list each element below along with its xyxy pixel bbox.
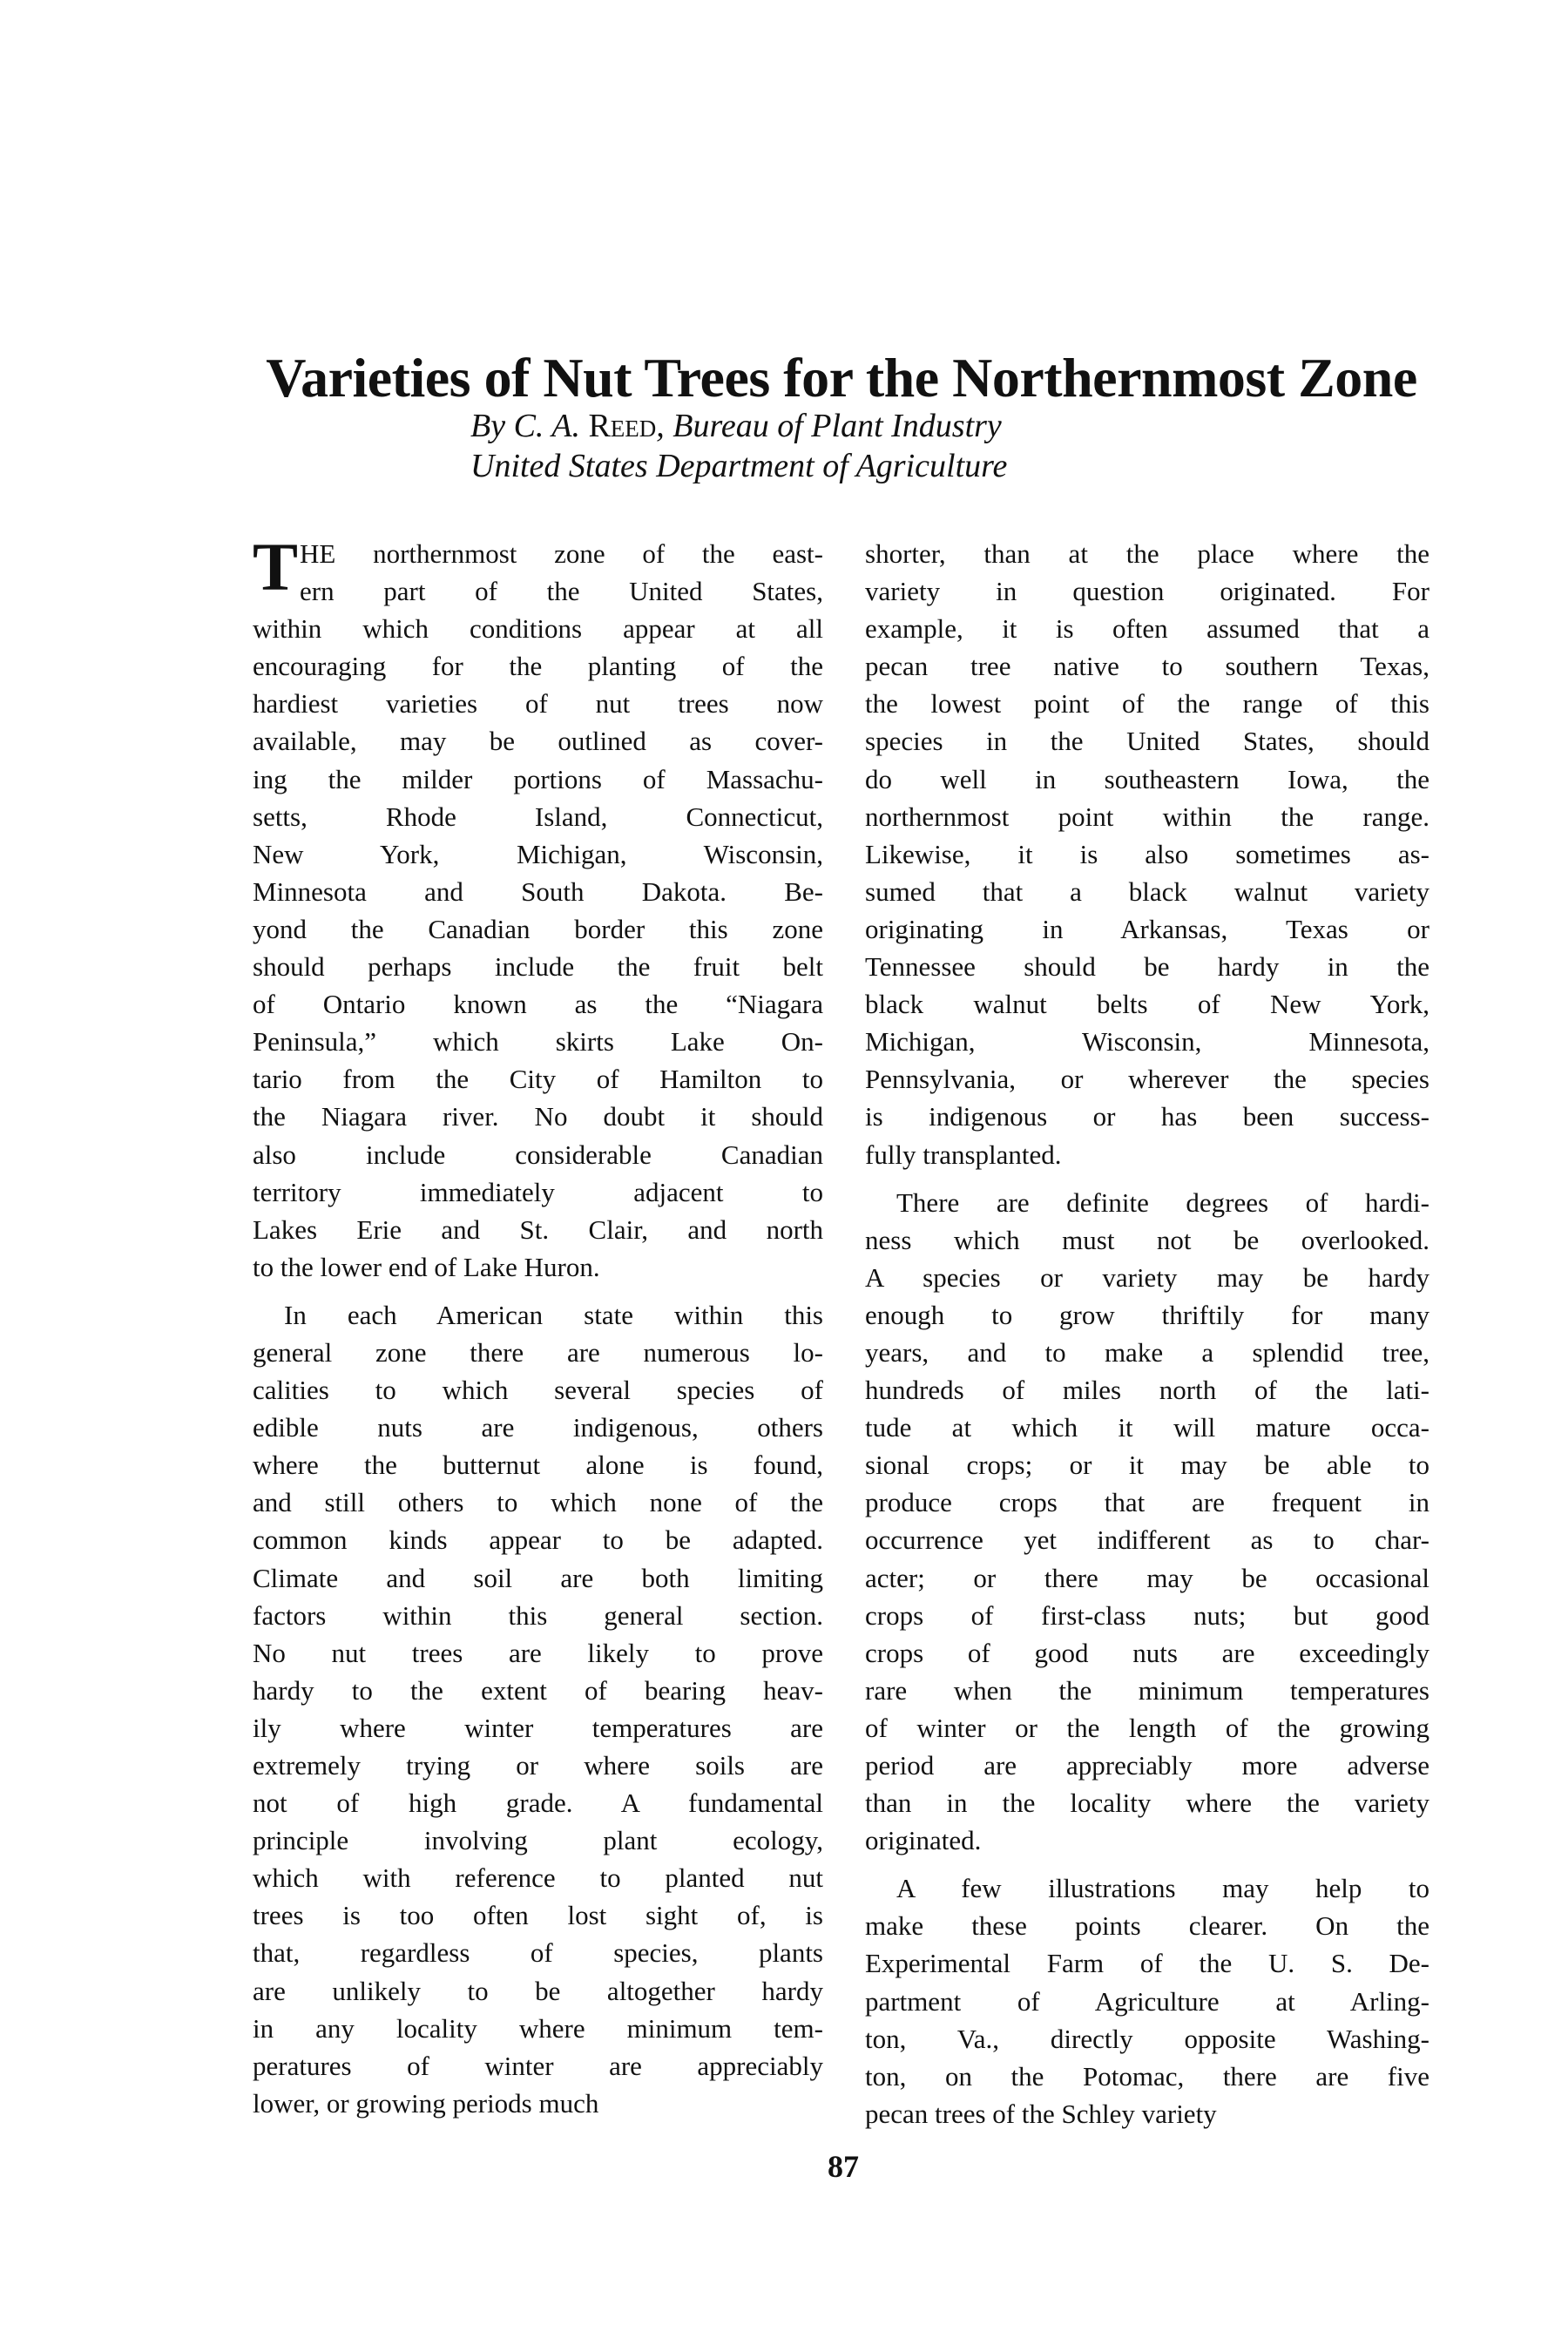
text-line: should perhaps include the fruit belt xyxy=(253,951,823,983)
text-line: peratures of winter are appreciably xyxy=(253,2050,823,2081)
text-line: than in the locality where the variety xyxy=(865,1788,1429,1819)
text-line: In each American state within this xyxy=(284,1299,823,1330)
text-line: factors within this general section. xyxy=(253,1599,823,1631)
text-line: rare when the minimum temperatures xyxy=(865,1674,1429,1706)
text-line: New York, Michigan, Wisconsin, xyxy=(253,838,823,869)
text-line: make these points clearer. On the xyxy=(865,1910,1429,1942)
text-line: Experimental Farm of the U. S. De- xyxy=(865,1948,1429,1979)
text-line: No nut trees are likely to prove xyxy=(253,1637,823,1668)
text-line: general zone there are numerous lo- xyxy=(253,1336,823,1368)
text-line: Lakes Erie and St. Clair, and north xyxy=(253,1213,823,1245)
left-column xyxy=(253,529,823,2122)
text-line: do well in southeastern Iowa, the xyxy=(865,763,1429,794)
page-number: 87 xyxy=(828,2149,859,2184)
text-line: species in the United States, should xyxy=(865,726,1429,757)
article-title: Varieties of Nut Trees for the Northernmost Zone xyxy=(266,346,1417,409)
text-line: sumed that a black walnut variety xyxy=(865,875,1429,907)
text-line: yond the Canadian border this zone xyxy=(253,913,823,944)
text-line: enough to grow thriftily for many xyxy=(865,1299,1429,1330)
byline-affiliation: , Bureau of Plant Industry xyxy=(656,408,1002,444)
text-line: is indigenous or has been success- xyxy=(865,1101,1429,1132)
text-line: northernmost point within the range. xyxy=(865,801,1429,832)
text-line: There are definite degrees of hardi- xyxy=(896,1186,1429,1218)
text-line: sional crops; or it may be able to xyxy=(865,1450,1429,1481)
text-line: Michigan, Wisconsin, Minnesota, xyxy=(865,1026,1429,1058)
text-line: A species or variety may be hardy xyxy=(865,1261,1429,1293)
paragraph-gap xyxy=(865,1859,1429,1869)
text-line: common kinds appear to be adapted. xyxy=(253,1524,823,1556)
text-line: territory immediately adjacent to xyxy=(253,1176,823,1207)
text-line: black walnut belts of New York, xyxy=(865,989,1429,1020)
text-line: available, may be outlined as cover- xyxy=(253,726,823,757)
text-line: partment of Agriculture at Arling- xyxy=(865,1985,1429,2017)
text-line: Minnesota and South Dakota. Be- xyxy=(253,875,823,907)
paragraph xyxy=(865,1184,1429,1860)
paragraph xyxy=(253,1296,823,2122)
text-line: the lowest point of the range of this xyxy=(865,688,1429,720)
text-line: ton, on the Potomac, there are five xyxy=(865,2060,1429,2092)
text-line: A few illustrations may help to xyxy=(896,1873,1429,1904)
text-line: acter; or there may be occasional xyxy=(865,1562,1429,1593)
text-line: edible nuts are indigenous, others xyxy=(253,1412,823,1443)
byline-prefix: By C. A. xyxy=(470,408,589,444)
text-line: the Niagara river. No doubt it should xyxy=(253,1101,823,1132)
text-line: HE northernmost zone of the east- xyxy=(300,538,823,569)
paragraph-gap xyxy=(865,1173,1429,1184)
text-line: in any locality where minimum tem- xyxy=(253,2012,823,2044)
paragraph xyxy=(253,529,823,1286)
text-line: within which conditions appear at all xyxy=(253,613,823,645)
paragraph xyxy=(865,535,1429,1173)
text-line: period are appreciably more adverse xyxy=(865,1750,1429,1781)
text-line: principle involving plant ecology, xyxy=(253,1825,823,1856)
text-line: and still others to which none of the xyxy=(253,1487,823,1518)
text-line: calities to which several species of xyxy=(253,1375,823,1406)
text-line: ern part of the United States, xyxy=(300,576,823,607)
text-line: tario from the City of Hamilton to xyxy=(253,1064,823,1095)
text-line: years, and to make a splendid tree, xyxy=(865,1336,1429,1368)
text-line: fully transplanted. xyxy=(865,1139,1062,1170)
right-column xyxy=(865,535,1429,2132)
paragraph xyxy=(865,1869,1429,2132)
text-line: where the butternut alone is found, xyxy=(253,1450,823,1481)
text-line: ness which must not be overlooked. xyxy=(865,1224,1429,1255)
text-line: trees is too often lost sight of, is xyxy=(253,1900,823,1931)
text-line: originating in Arkansas, Texas or xyxy=(865,913,1429,944)
author-surname: Reed xyxy=(588,408,657,444)
text-line: crops of first-class nuts; but good xyxy=(865,1599,1429,1631)
text-line: pecan tree native to southern Texas, xyxy=(865,651,1429,682)
text-line: shorter, than at the place where the xyxy=(865,538,1429,569)
paragraph-gap xyxy=(253,1286,823,1296)
text-line: encouraging for the planting of the xyxy=(253,651,823,682)
text-line: of Ontario known as the “Niagara xyxy=(253,989,823,1020)
drop-cap: T xyxy=(253,529,299,605)
text-line: Pennsylvania, or wherever the species xyxy=(865,1064,1429,1095)
byline xyxy=(470,406,1007,486)
text-line: hundreds of miles north of the lati- xyxy=(865,1375,1429,1406)
text-line: of winter or the length of the growing xyxy=(865,1712,1429,1743)
text-line: also include considerable Canadian xyxy=(253,1139,823,1170)
text-line: produce crops that are frequent in xyxy=(865,1487,1429,1518)
text-line: hardiest varieties of nut trees now xyxy=(253,688,823,720)
byline-line-1 xyxy=(470,406,1007,446)
text-line: Tennessee should be hardy in the xyxy=(865,951,1429,983)
text-line: occurrence yet indifferent as to char- xyxy=(865,1524,1429,1556)
text-line: pecan trees of the Schley variety xyxy=(865,2098,1217,2129)
text-line: Peninsula,” which skirts Lake On- xyxy=(253,1026,823,1058)
text-line: hardy to the extent of bearing heav- xyxy=(253,1674,823,1706)
text-line: extremely trying or where soils are xyxy=(253,1750,823,1781)
text-line: ily where winter temperatures are xyxy=(253,1712,823,1743)
text-line: ing the milder portions of Massachu- xyxy=(253,763,823,794)
text-line: not of high grade. A fundamental xyxy=(253,1788,823,1819)
byline-line-2: United States Department of Agriculture xyxy=(470,448,1008,484)
text-line: setts, Rhode Island, Connecticut, xyxy=(253,801,823,832)
text-line: are unlikely to be altogether hardy xyxy=(253,1975,823,2006)
text-line: originated. xyxy=(865,1825,982,1856)
text-line: to the lower end of Lake Huron. xyxy=(253,1251,600,1282)
text-line: which with reference to planted nut xyxy=(253,1862,823,1894)
text-line: variety in question originated. For xyxy=(865,576,1429,607)
text-line: crops of good nuts are exceedingly xyxy=(865,1637,1429,1668)
text-line: that, regardless of species, plants xyxy=(253,1937,823,1969)
text-line: tude at which it will mature occa- xyxy=(865,1412,1429,1443)
text-line: Likewise, it is also sometimes as- xyxy=(865,838,1429,869)
text-line: ton, Va., directly opposite Washing- xyxy=(865,2023,1429,2054)
text-line: lower, or growing periods much xyxy=(253,2087,599,2119)
text-line: Climate and soil are both limiting xyxy=(253,1562,823,1593)
text-line: example, it is often assumed that a xyxy=(865,613,1429,645)
